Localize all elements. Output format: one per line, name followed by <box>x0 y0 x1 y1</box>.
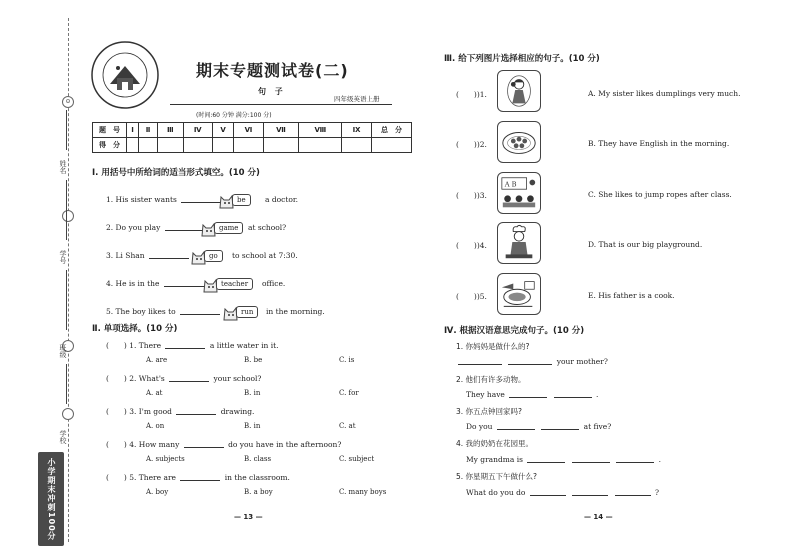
section-4-chinese-4: 4. 我的奶奶在花园里。 <box>456 439 534 448</box>
table-cell: Ⅶ <box>263 123 299 138</box>
dumplings-picture <box>497 121 541 163</box>
section-3-item-1 <box>456 89 487 100</box>
item-number: )1. <box>476 90 487 99</box>
question-text: do you have in the afternoon? <box>228 440 342 449</box>
question-text-end: a doctor. <box>265 195 299 204</box>
score-cell[interactable] <box>139 138 158 153</box>
item-number: )3. <box>476 191 487 200</box>
table-cell: Ⅷ <box>299 123 342 138</box>
section-4-english-1 <box>456 357 608 366</box>
table-cell: Ⅱ <box>139 123 158 138</box>
cue-word: go <box>204 250 223 262</box>
table-cell: Ⅴ <box>212 123 234 138</box>
section-2-question-3 <box>106 406 254 417</box>
brand-text: 小学期末冲刺100分 <box>47 458 56 541</box>
score-cell[interactable] <box>372 138 412 153</box>
answer-blank[interactable] <box>181 202 221 203</box>
score-cell[interactable] <box>234 138 263 153</box>
english-class-picture <box>497 172 541 214</box>
option-b[interactable]: B. in <box>244 422 261 430</box>
question-text-end: to school at 7:30. <box>232 251 298 260</box>
question-text: . <box>658 455 661 464</box>
section-4-heading: Ⅳ. 根据汉语意思完成句子。(10 分) <box>444 326 585 336</box>
answer-paren[interactable]: ( ) <box>456 90 477 99</box>
question-text: your school? <box>213 374 262 383</box>
table-cell: Ⅵ <box>234 123 263 138</box>
name-label: 姓名 <box>59 160 67 174</box>
score-table-score-row <box>93 138 412 153</box>
series-logo <box>88 38 162 112</box>
answer-blank[interactable] <box>180 314 220 315</box>
question-text: 3. Li Shan <box>106 251 145 260</box>
answer-blank[interactable] <box>554 397 592 398</box>
section-3-heading: Ⅲ. 给下列图片选择相应的句子。(10 分) <box>444 54 600 64</box>
section-4-chinese-3: 3. 你五点钟回家吗? <box>456 407 523 416</box>
section-2-question-5 <box>106 472 290 483</box>
answer-blank[interactable] <box>149 258 189 259</box>
section-3-item-4 <box>456 240 487 251</box>
section-3-item-3 <box>456 190 487 201</box>
option-c[interactable]: C. for <box>339 389 359 397</box>
option-b[interactable]: B. in <box>244 389 261 397</box>
option-c[interactable]: C. is <box>339 356 355 364</box>
class-fill-line <box>66 364 67 404</box>
svg-text:A B: A B <box>504 180 517 189</box>
question-text: your mother? <box>556 357 608 366</box>
item-number: )4. <box>476 241 487 250</box>
page-number-left: — 13 — <box>234 513 263 521</box>
question-text: Do you <box>466 422 493 431</box>
answer-blank[interactable] <box>530 495 566 496</box>
answer-blank[interactable] <box>572 495 608 496</box>
section-4-english-2 <box>466 390 598 399</box>
score-cell[interactable] <box>127 138 139 153</box>
score-cell[interactable] <box>342 138 372 153</box>
score-cell[interactable] <box>212 138 234 153</box>
answer-blank[interactable] <box>497 429 535 430</box>
option-a[interactable]: A. on <box>146 422 165 430</box>
question-text: 2. What's <box>129 374 165 383</box>
section-1-question-3 <box>106 251 191 260</box>
question-text: . <box>596 390 599 399</box>
answer-paren[interactable]: ( ) <box>456 140 477 149</box>
table-cell: Ⅲ <box>157 123 183 138</box>
seal-mark: ⊙ <box>62 96 74 108</box>
question-text: 1. There <box>129 341 162 350</box>
answer-paren[interactable]: ( ) <box>106 374 127 383</box>
name-fill-line <box>66 110 67 150</box>
section-4-chinese-5: 5. 你星期五下午做什么? <box>456 472 538 481</box>
table-cell: 得 分 <box>93 138 127 153</box>
table-cell: 题 号 <box>93 123 127 138</box>
binding-hole <box>62 408 74 420</box>
page-number-right: — 14 — <box>584 513 613 521</box>
girl-eating-picture <box>497 70 541 112</box>
answer-paren[interactable]: ( ) <box>106 440 127 449</box>
table-cell: 总 分 <box>372 123 412 138</box>
answer-blank[interactable] <box>164 286 204 287</box>
question-text-end: office. <box>262 279 286 288</box>
brand-box <box>38 452 64 546</box>
section-2-question-2 <box>106 373 261 384</box>
section-1-question-2 <box>106 223 207 232</box>
score-table-header-row <box>93 123 412 138</box>
section-3-item-2 <box>456 139 487 150</box>
answer-paren[interactable]: ( ) <box>456 241 477 250</box>
answer-blank[interactable] <box>165 230 205 231</box>
answer-blank[interactable] <box>508 364 552 365</box>
answer-blank[interactable] <box>572 462 610 463</box>
section-1-question-4 <box>106 279 206 288</box>
section-1-question-1 <box>106 195 223 204</box>
section-1-question-5 <box>106 307 222 316</box>
section-2-question-1 <box>106 340 279 351</box>
binding-strip <box>0 0 86 560</box>
question-text-end: in the morning. <box>266 307 325 316</box>
answer-blank[interactable] <box>509 397 547 398</box>
sentence-option-b: B. They have English in the morning. <box>588 139 730 148</box>
question-text: What do you do <box>466 488 526 497</box>
question-text: 1. His sister wants <box>106 195 177 204</box>
option-c[interactable]: C. many boys <box>339 488 387 496</box>
item-number: )5. <box>476 292 487 301</box>
section-4-chinese-2: 2. 他们有许多动物。 <box>456 375 526 384</box>
option-a[interactable]: A. at <box>146 389 163 397</box>
option-c[interactable]: C. at <box>339 422 356 430</box>
sentence-option-a: A. My sister likes dumplings very much. <box>588 89 741 98</box>
cook-picture <box>497 222 541 264</box>
question-text: 5. There are <box>129 473 176 482</box>
answer-paren[interactable]: ( ) <box>106 341 127 350</box>
section-2-heading: Ⅱ. 单项选择。(10 分) <box>92 324 178 334</box>
sentence-option-d: D. That is our big playground. <box>588 240 703 249</box>
table-cell: Ⅸ <box>342 123 372 138</box>
cue-word: game <box>214 222 243 234</box>
answer-paren[interactable]: ( ) <box>106 407 127 416</box>
answer-blank <box>169 381 209 382</box>
answer-blank <box>165 348 205 349</box>
question-text: a little water in it. <box>209 341 279 350</box>
option-b[interactable]: B. be <box>244 356 263 364</box>
score-cell[interactable] <box>299 138 342 153</box>
time-info: (时间:60 分钟 满分:100 分) <box>196 112 272 119</box>
answer-paren[interactable]: ( ) <box>456 191 477 200</box>
question-text: 2. Do you play <box>106 223 161 232</box>
page-title: 期末专题测试卷(二) <box>196 61 349 80</box>
answer-paren[interactable]: ( ) <box>456 292 477 301</box>
option-a[interactable]: A. subjects <box>146 455 185 463</box>
id-fill-line <box>66 270 67 330</box>
student-id-label: 学号 <box>59 250 67 264</box>
cue-word: be <box>232 194 251 206</box>
table-cell: Ⅳ <box>183 123 212 138</box>
binding-hole <box>62 210 74 222</box>
question-text: ? <box>654 488 659 497</box>
answer-blank[interactable] <box>616 462 654 463</box>
section-1-heading: Ⅰ. 用括号中所给词的适当形式填空。(10 分) <box>92 168 260 178</box>
section-3-item-5 <box>456 291 487 302</box>
question-text: 3. I'm good <box>129 407 172 416</box>
option-a[interactable]: A. are <box>146 356 168 364</box>
header-rule <box>170 104 392 105</box>
answer-blank <box>176 414 216 415</box>
answer-blank[interactable] <box>615 495 651 496</box>
answer-blank[interactable] <box>458 364 502 365</box>
section-4-english-5 <box>466 488 659 497</box>
score-cell[interactable] <box>183 138 212 153</box>
option-b[interactable]: B. a boy <box>244 488 273 496</box>
score-table <box>92 122 412 153</box>
cue-word: run <box>236 306 258 318</box>
answer-blank[interactable] <box>527 462 565 463</box>
sentence-option-c: C. She likes to jump ropes after class. <box>588 190 732 199</box>
question-text: drawing. <box>220 407 255 416</box>
section-4-english-3 <box>466 422 611 431</box>
section-4-english-4 <box>466 455 661 464</box>
subtitle: 句 子 <box>258 87 286 96</box>
question-text: 4. He is in the <box>106 279 160 288</box>
school-label: 学校 <box>59 430 67 444</box>
answer-blank[interactable] <box>541 429 579 430</box>
section-4-chinese-1: 1. 你妈妈是做什么的? <box>456 342 530 351</box>
name-fill-line <box>66 180 67 240</box>
cue-word: teacher <box>216 278 253 290</box>
sentence-option-e: E. His father is a cook. <box>588 291 675 300</box>
section-2-question-4 <box>106 439 341 450</box>
option-a[interactable]: A. boy <box>146 488 169 496</box>
question-text: They have <box>466 390 505 399</box>
question-text: at five? <box>583 422 612 431</box>
answer-blank <box>180 480 220 481</box>
class-label: 班级 <box>59 344 67 358</box>
score-cell[interactable] <box>263 138 299 153</box>
playground-picture <box>497 273 541 315</box>
question-text: 4. How many <box>129 440 180 449</box>
question-text: 5. The boy likes to <box>106 307 176 316</box>
question-text-end: at school? <box>248 223 287 232</box>
table-cell: Ⅰ <box>127 123 139 138</box>
option-b[interactable]: B. class <box>244 455 272 463</box>
question-text: in the classroom. <box>224 473 290 482</box>
answer-blank <box>184 447 224 448</box>
option-c[interactable]: C. subject <box>339 455 375 463</box>
item-number: )2. <box>476 140 487 149</box>
answer-paren[interactable]: ( ) <box>106 473 127 482</box>
score-cell[interactable] <box>157 138 183 153</box>
grade-label: 四年级英语上册 <box>334 95 380 103</box>
question-text: My grandma is <box>466 455 524 464</box>
